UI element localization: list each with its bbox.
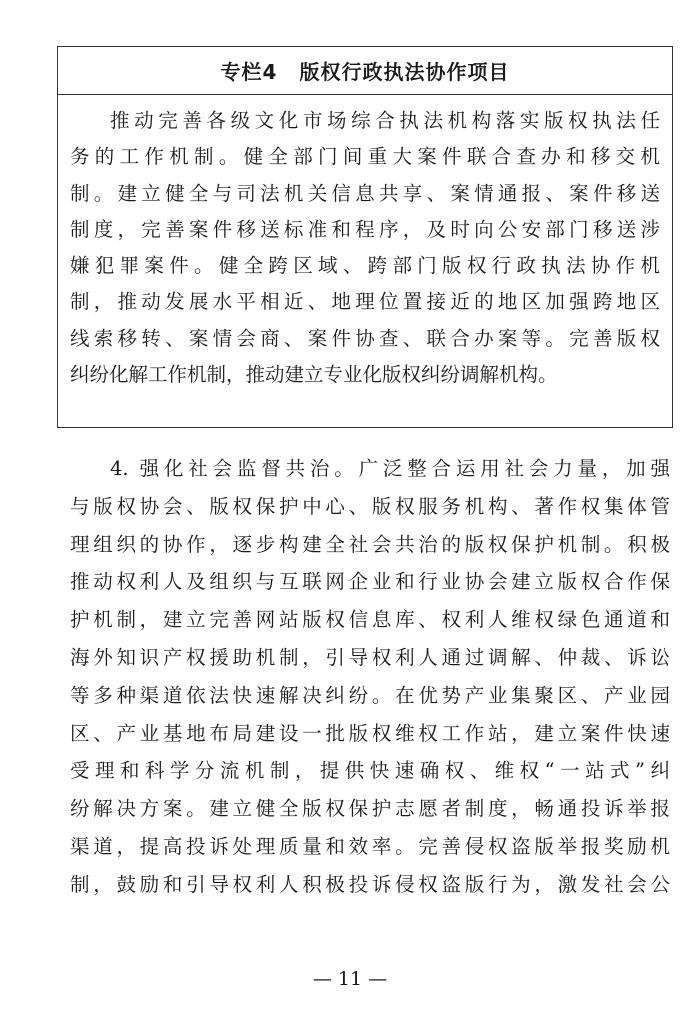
column-header: [58, 47, 672, 95]
column-label: 专栏4: [220, 60, 278, 84]
column-line: 制，推动发展水平相近、地理位置接近的地区加强跨地区: [70, 290, 660, 314]
body-paragraph: [70, 450, 670, 904]
body-line: 渠道，提高投诉处理质量和效率。完善侵权盗版举报奖励机: [70, 834, 670, 858]
column-line: 务的工作机制。健全部门间重大案件联合查办和移交机: [70, 145, 660, 169]
body-line: 制，鼓励和引导权利人积极投诉侵权盗版行为，激发社会公: [70, 872, 670, 896]
column-line: 线索移转、案情会商、案件协查、联合办案等。完善版权: [70, 326, 660, 350]
body-line: 4. 强化社会监督共治。广泛整合运用社会力量，加强: [110, 457, 670, 480]
column-line: 嫌犯罪案件。健全跨区域、跨部门版权行政执法协作机: [70, 254, 660, 278]
body-line: 海外知识产权援助机制，引导权利人通过调解、仲裁、诉讼: [70, 645, 670, 669]
column-line: 制。建立健全与司法机关信息共享、案情通报、案件移送: [70, 181, 660, 205]
column-line: 制度，完善案件移送标准和程序，及时向公安部门移送涉: [70, 217, 660, 241]
page-number: — 11 —: [312, 968, 388, 990]
body-line: 理组织的协作，逐步构建全社会共治的版权保护机制。积极: [70, 532, 670, 556]
column-box: [57, 46, 673, 428]
body-line: 区、产业基地布局建设一批版权维权工作站，建立案件快速: [70, 721, 670, 745]
body-line: 护机制，建立完善网站版权信息库、权利人维权绿色通道和: [70, 608, 670, 632]
column-title: 版权行政执法协作项目: [299, 60, 510, 84]
body-line: 推动权利人及组织与互联网企业和行业协会建立版权合作保: [70, 570, 670, 594]
body-line: 纷解决方案。建立健全版权保护志愿者制度，畅通投诉举报: [70, 797, 670, 821]
column-line: 推动完善各级文化市场综合执法机构落实版权执法任: [110, 109, 660, 132]
body-line: 受理和科学分流机制，提供快速确权、维权“一站式”纠: [70, 759, 670, 783]
body-line: 与版权协会、版权保护中心、版权服务机构、著作权集体管: [70, 494, 670, 518]
column-body: [58, 95, 672, 393]
body-line: 等多种渠道依法快速解决纠纷。在优势产业集聚区、产业园: [70, 683, 670, 707]
column-line: 纠纷化解工作机制，推动建立专业化版权纠纷调解机构。: [70, 363, 558, 387]
